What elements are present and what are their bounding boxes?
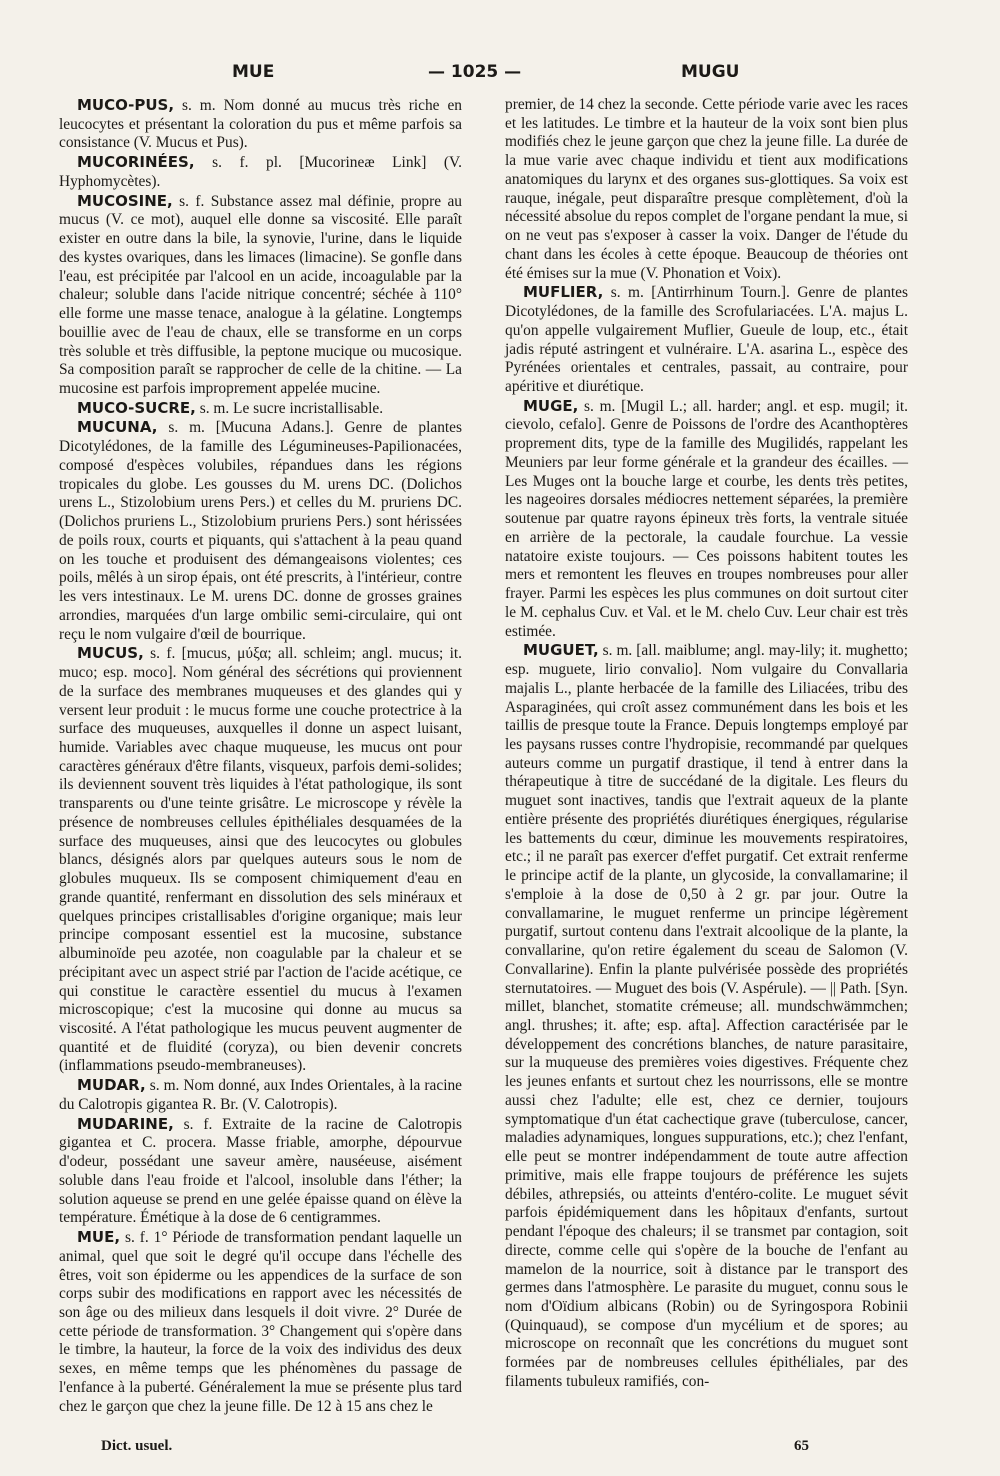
entry-headword: MUE, <box>77 1228 121 1247</box>
entry-text: s. m. Le sucre incristallisable. <box>195 399 384 417</box>
dictionary-entry <box>59 192 462 399</box>
dictionary-entry <box>505 397 908 642</box>
entry-headword: MUCUNA, <box>77 418 158 437</box>
entry-text: s. m. Nom donné, aux Indes Orientales, à la racine du Calotropis gigantea R. Br. (V. Calotropis). <box>59 1077 462 1113</box>
entry-headword: MUGE, <box>523 396 579 415</box>
signature-number: 65 <box>794 1438 809 1454</box>
dictionary-entry <box>505 641 908 1391</box>
right-column <box>505 96 908 1392</box>
entry-text: s. m. [Mugil L.; all. harder; angl. et esp. mugil; it. cievolo, cefalo]. Genre de Poissons de l'ordre des Acanthoptères proprement dits, type de la famille des Mugilidés, rappelant les Meuniers par leur forme générale et la grandeur des écailles. — Les Muges ont la bouche large et courbe, les dents très petites, les nageoires dorsales médiocres nettement séparées, la première soutenue par quatre rayons épineux très forts, la ventrale située en arrière de la pectorale, la caudale fourchue. La vessie natatoire existe toujours. — Ces poissons habitent toutes les mers et remontent les fleuves en troupes nombreuses pour aller frayer. Parmi les espèces les plus communes on doit surtout citer le M. cephalus Cuv. et Val. et le M. chelo Cuv. Leur chair est très estimée. <box>505 397 908 640</box>
entry-text: s. m. [Antirrhinum Tourn.]. Genre de plantes Dicotylédones, de la famille des Scrofulariacées. L'A. majus L. qu'on appelle vulgairement Muflier, Gueule de loup, etc., était jadis réputé astringent et vulnéraire. L'A. asarina L., espèce des Pyrénées orientales et centrales, passait, au contraire, pour apéritive et diurétique. <box>505 284 908 396</box>
entry-text: s. f. Extraite de la racine de Calotropis gigantea et C. procera. Masse friable, amorphe, dépourvue d'odeur, possédant une saveur amère, nauséeuse, aisément soluble dans l'eau froide et l'alcool, insoluble dans l'éther; la solution aqueuse se prend en une gelée épaisse quand on élève la température. Émétique à la dose de 6 centigrammes. <box>59 1115 462 1227</box>
entry-headword: MUFLIER, <box>523 283 604 302</box>
entry-text: premier, de 14 chez la seconde. Cette période varie avec les races et les latitudes. Le timbre et la hauteur de la voix sont bien plus modifiés chez le jeune garçon que chez la jeune fille. La durée de la mue varie avec chaque individu et tient aux modifications anatomiques du larynx et des organes sus-glottiques. Sa voix est rauque, inégale, peut disparaître presque complètement, d'où la nécessité absolue du repos complet de l'organe pendant la mue, si on ne veut pas s'exposer à casser la voix. Danger de l'étude du chant dans les écoles à cette époque. Beaucoup de théories ont été émises sur la mue (V. Phonation et Voix). <box>505 96 908 282</box>
entry-headword: MUCO-SUCRE, <box>77 398 196 417</box>
entry-text: s. m. [all. maiblume; angl. may-lily; it. mughetto; esp. muguete, lirio convalio]. Nom vulgaire du Convallaria majalis L., plante herbacée de la famille des Liliacées, tribu des Asparaginées, qui croît assez communément dans les bois et les taillis de presque toute la France. Depuis longtemps employé par les paysans russes contre l'hydropisie, recommandé par quelques auteurs comme un purgatif drastique, il tend à entrer dans la thérapeutique à titre de succédané de la digitale. Les fleurs du muguet sont inactives, tandis que l'extrait aqueux de la plante entière présente des propriétés diurétiques énergiques, régularise les battements du cœur, diminue les mouvements respiratoires, etc.; il ne paraît pas exercer d'effet purgatif. Cet extrait renferme le principe actif de la plante, un glycoside, la convallamarine; il s'emploie à la dose de 0,50 à 2 gr. par jour. Outre la convallamarine, le muguet renferme un principe légèrement purgatif, surtout contenu dans l'extrait alcoolique de la plante, la convallarine, qu'on retire également du sceau de Salomon (V. Convallarine). Enfin la plante pulvérisée possède des propriétés sternutatoires. — Muguet des bois (V. Aspérule). — || Path. [Syn. millet, blanchet, stomatite crémeuse; all. mundschwämmchen; angl. thrushes; it. afte; esp. afta]. Affection caractérisée par le développement des concrétions blanches, de nature parasitaire, sur la muqueuse des premières voies digestives. Fréquente chez les jeunes enfants et surtout chez les nourrissons, elle se montre aussi chez l'adulte; elle est, chez ce dernier, toujours symptomatique d'un état cachectique grave (tuberculose, cancer, maladies adynamiques, longues suppurations, etc.); chez l'enfant, elle peut se montrer indépendamment de toute autre affection primitive, mais elle frappe toujours de préférence les sujets débiles, athrepsiés, ou atteints d'entéro-colite. Le muguet sévit parfois épidémiquement dans les hôpitaux d'enfants, surtout pendant l'époque des chaleurs; il se transmet par contagion, soit directe, comme celle qui s'opère de la bouche de l'enfant au mamelon de la nourrice, soit à distance par le transport des germes dans l'atmosphère. Le parasite du muguet, connu sous le nom d'Oïdium albicans (Robin) ou de Syringospora Robinii (Quinquaud), se compose d'un mycélium et de spores; au microscope on reconnaît que les concrétions du muguet sont formées par de nombreuses cellules épithéliales, par des filaments tubuleux ramifiés, con- <box>505 642 908 1390</box>
dictionary-entry <box>59 399 462 419</box>
entry-text: s. f. pl. [Mucorineæ Link] (V. Hyphomycètes). <box>59 154 462 190</box>
footer-signature: Dict. usuel. <box>101 1438 173 1454</box>
dictionary-entry <box>505 96 908 283</box>
entry-headword: MUCUS, <box>77 644 144 663</box>
entry-text: s. f. 1° Période de transformation pendant laquelle un animal, quel que soit le degré qu'il occupe dans l'échelle des êtres, voit son épiderme ou les appendices de la surface de son corps subir des modifications en rapport avec les nécessités de son âge ou des milieux dans lesquels il doit vivre. 2° Durée de cette période de transformation. 3° Changement qui s'opère dans le timbre, la hauteur, la force de la voix des individus des deux sexes, en même temps que les phénomènes du passage de l'enfance à la puberté. Généralement la mue se présente plus tard chez le garçon que chez la jeune fille. De 12 à 15 ans chez le <box>59 1229 462 1415</box>
dictionary-entry <box>59 153 462 191</box>
page-number: — 1025 — <box>428 62 522 82</box>
dictionary-entry <box>59 644 462 1076</box>
running-header <box>0 62 1000 92</box>
dictionary-entry <box>59 418 462 644</box>
dictionary-entry <box>59 96 462 153</box>
entry-text: s. f. Substance assez mal définie, propre au mucus (V. ce mot), auquel elle donne sa viscosité. Elle paraît exister en outre dans la bile, la synovie, l'urine, dans le liquide des kystes ovariques, dans les limaces (limacine). Se gonfle dans l'eau, est précipitée par l'alcool en un acide, incoagulable par la chaleur; soluble dans l'acide nitrique concentré; séchée à 110° elle forme une masse tenace, analogue à la gélatine. Longtemps bouillie avec de l'eau de chaux, elle se transforme en un corps très soluble et très diffusible, la peptone mucique ou mucosique. Sa composition paraît se rapprocher de celle de la chitine. — La mucosine est parfois improprement appelée mucine. <box>59 192 462 398</box>
entry-text: s. m. Nom donné au mucus très riche en leucocytes et présentant la coloration du pus et même parfois sa consistance (V. Mucus et Pus). <box>59 97 462 152</box>
entry-headword: MUCOSINE, <box>77 191 173 210</box>
entry-text: s. m. [Mucuna Adans.]. Genre de plantes Dicotylédones, de la famille des Légumineuses-Papilionacées, composé d'espèces volubiles, répandues dans les régions tropicales du globe. Les gousses du M. urens DC. (Dolichos urens L., Stizolobium urens Pers.) et celles du M. pruriens DC. (Dolichos pruriens L., Stizolobium pruriens Pers.) sont hérissées de poils roux, courts et piquants, qui s'attachent à la peau quand on les touche et produisent des démangeaisons violentes; ces poils, mêlés à un sirop épais, ont été prescrits, à l'intérieur, contre les vers intestinaux. Le M. urens DC. donne de grosses graines arrondies, marquées d'un large ombilic semi-circulaire, qui ont reçu le nom vulgaire d'œil de bourrique. <box>59 419 462 643</box>
entry-headword: MUDARINE, <box>77 1114 174 1133</box>
dictionary-entry <box>59 1076 462 1114</box>
dictionary-entry <box>59 1228 462 1416</box>
left-column <box>59 96 462 1416</box>
dictionary-entry <box>505 283 908 396</box>
entry-headword: MUDAR, <box>77 1076 146 1095</box>
entry-headword: MUGUET, <box>523 641 599 660</box>
entry-headword: MUCORINÉES, <box>77 153 195 172</box>
dictionary-entry <box>59 1115 462 1228</box>
entry-text: s. f. [mucus, μύξα; all. schleim; angl. mucus; it. muco; esp. moco]. Nom général des sécrétions qui proviennent de la surface des membranes muqueuses et des glandes qui y versent leur produit : le mucus forme une couche protectrice à la surface des muqueuses, auxquelles il donne un aspect luisant, humide. Variables avec chaque muqueuse, les mucus ont pour caractères généraux d'être filants, visqueux, parfois demi-solides; ils deviennent souvent très liquides à l'état pathologique, ils sont transparents ou d'une teinte grisâtre. Le microscope y révèle la présence de nombreuses cellules épithéliales desquamées de la surface des muqueuses, ainsi que des leucocytes ou globules blancs, désignés alors par quelques auteurs sous le nom de globules muqueux. Ils se composent chimiquement d'eau en grande quantité, renfermant en dissolution des sels minéraux et quelques principes cristallisables d'origine organique; mais leur principe composant essentiel est la mucosine, substance albuminoïde peu azotée, non coagulable par la chaleur et se précipitant avec un aspect strié par l'action de l'acide acétique, ce qui constitue le caractère essentiel du mucus à l'examen microscopique; c'est la mucosine qui donne au mucus sa viscosité. A l'état pathologique les mucus peuvent augmenter de quantité et de fluidité (coryza), ou bien devenir concrets (inflammations pseudo-membraneuses). <box>59 645 462 1075</box>
header-right-word: MUGU <box>681 62 740 82</box>
entry-headword: MUCO-PUS, <box>77 96 175 114</box>
header-left-word: MUE <box>232 62 275 82</box>
